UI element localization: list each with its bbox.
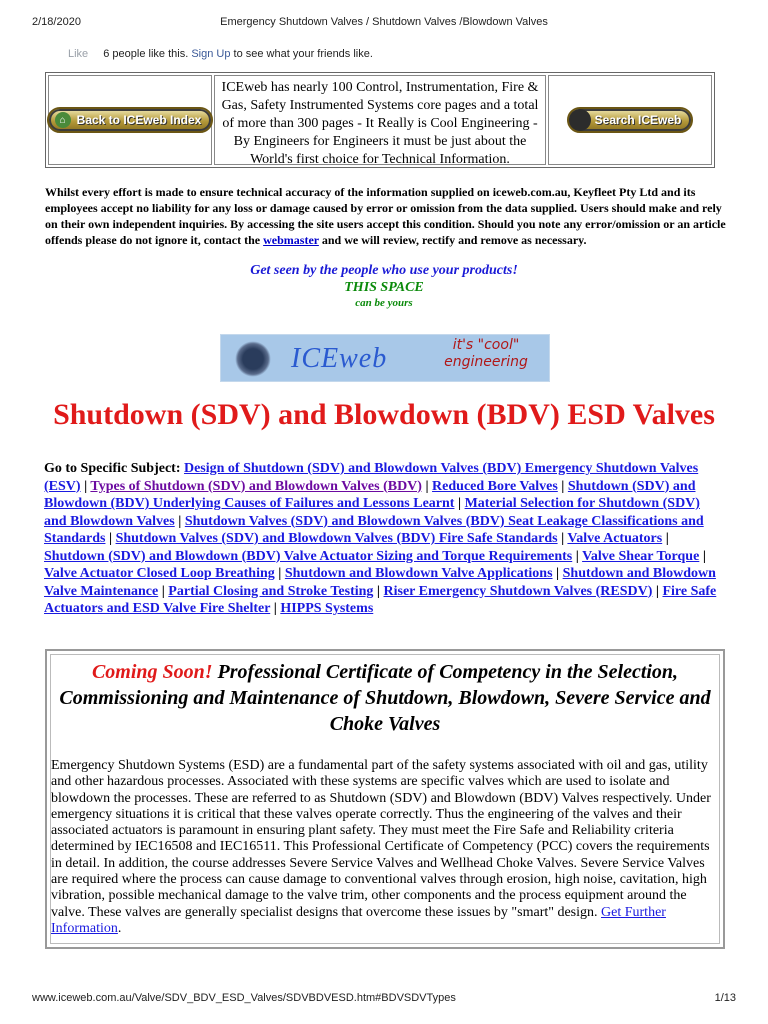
print-header [0,16,768,30]
advert-line-2: THIS SPACE [344,280,424,295]
search-button-tip-icon [569,109,591,131]
search-button-cell [548,75,712,165]
top-banner [45,72,715,168]
print-date: 2/18/2020 [32,16,81,28]
subject-link[interactable]: Shutdown and Blowdown Valve Maintenance [44,566,716,599]
disclaimer-text-before: Whilst every effort is made to ensure technical accuracy of the information supplied on iceweb.com.au, Keyfleet Pty Ltd and its employees accept no liability for any loss or damage caused by error or omission from the data supplied. Users should make and rely on their own independent inquiries. By accessing the site users accept this condition. Should you note any error/omission or an article offends please do not ignore it, contact the [45,185,726,247]
subject-link[interactable]: Partial Closing and Stroke Testing [168,583,374,599]
like-signup-suffix: to see what your friends like. [233,48,373,60]
subject-link[interactable]: Valve Actuators [567,531,663,546]
search-iceweb-button[interactable] [567,107,694,133]
subject-link[interactable]: HIPPS Systems [280,601,374,616]
subject-separator: | [158,583,169,599]
back-to-index-button[interactable] [47,107,214,133]
course-promo-inner [50,654,720,944]
iceweb-logo [220,334,550,382]
subject-separator: | [421,478,433,494]
subject-link[interactable]: Shutdown (SDV) and Blowdown (BDV) Valve Actuator Sizing and Torque Requirements [44,548,573,564]
advert-block[interactable] [0,262,768,310]
subject-link[interactable]: Riser Emergency Shutdown Valves (RESDV) [383,583,653,599]
subject-separator: | [454,496,465,511]
promo-body-end: . [117,920,122,936]
gears-icon [235,341,271,377]
advert-line-1: Get seen by the people who use your products! [250,263,518,278]
subject-link[interactable]: Shutdown and Blowdown Valve Applications [284,566,553,581]
subject-separator: | [699,548,706,564]
subject-lead: Go to Specific Subject: [44,461,181,476]
promo-body [51,758,715,937]
print-page-number: 1/13 [714,992,736,1004]
print-url: www.iceweb.com.au/Valve/SDV_BDV_ESD_Valves/SDVBDVESD.htm#BDVSDVTypes [32,992,456,1004]
promo-title [57,659,713,737]
disclaimer-text-after: and we will review, rectify and remove as necessary. [321,233,587,247]
search-iceweb-label: Search ICEweb [594,113,682,127]
course-promo-box [45,649,725,949]
webmaster-link[interactable]: webmaster [263,233,319,247]
subject-separator: | [572,548,583,564]
subject-link[interactable]: Shutdown (SDV) and Blowdown (BDV) Underlying Causes of Failures and Lessons Learnt [44,478,696,511]
subject-separator: | [274,566,285,581]
subject-link[interactable]: Valve Actuator Closed Loop Breathing [44,566,275,581]
logo-tagline-line-1: it's "cool" [452,337,520,353]
print-title: Emergency Shutdown Valves / Shutdown Valves /Blowdown Valves [220,16,548,28]
subject-link[interactable]: Design of Shutdown (SDV) and Blowdown Valves (BDV) Emergency Shutdown Valves (ESV) [44,461,699,494]
signup-link[interactable]: Sign Up [191,48,231,60]
subject-link[interactable]: Material Selection for Shutdown (SDV) and Blowdown Valves [44,496,700,529]
back-to-index-label: Back to ICEweb Index [76,113,202,127]
facebook-like-widget [68,48,373,60]
promo-title-text: Professional Certificate of Competency in the Selection, Commissioning and Maintenance of Shutdown, Blowdown, Severe Service and Choke Valves [59,661,711,735]
like-count-text: 6 people like this. [103,48,189,60]
advert-line-3: can be yours [355,297,413,309]
subject-navigation [44,460,724,618]
banner-description: ICEweb has nearly 100 Control, Instrumentation, Fire & Gas, Safety Instrumented Systems core pages and a total of more than 300 pages - It Really is Cool Engineering - By Engineers for Engineers it must be just about the World's first choice for Technical Information. [214,75,546,165]
logo-tagline [431,337,541,371]
home-icon: ⌂ [55,112,71,128]
further-info-link[interactable]: Get Further Information [51,904,666,936]
subject-separator: | [174,513,185,529]
logo-brand: ICEweb [291,343,388,374]
subject-separator: | [80,478,91,494]
disclaimer [45,184,728,248]
subject-separator: | [270,601,281,616]
subject-separator: | [105,531,116,546]
subject-separator: | [652,583,663,599]
page-title: Shutdown (SDV) and Blowdown (BDV) ESD Valves [53,398,715,431]
subject-link[interactable]: Reduced Bore Valves [432,478,558,494]
coming-soon-label: Coming Soon! [91,661,213,683]
subject-separator: | [552,566,563,581]
subject-separator: | [557,531,568,546]
subject-link[interactable]: Fire Safe Actuators and ESD Valve Fire Shelter [44,583,717,616]
subject-link[interactable]: Types of Shutdown (SDV) and Blowdown Valves (BDV) [90,478,422,494]
logo-tagline-line-2: engineering [444,354,528,370]
promo-body-text: Emergency Shutdown Systems (ESD) are a fundamental part of the safety systems associated with oil and gas, utility and other hazardous processes. Associated with these systems are specific valves which are used to isolate and blowdown the processes. These are referred to as Shutdown (SDV) and Blowdown (BDV) Valves respectively. Under emergency situations it is critical that these valves operate correctly. Thus the engineering of the valves and their associated actuators is paramount in ensuring plant safety. They must meet the Fire Safe and Reliability criteria determined by IEC16508 and IEC16511. This Professional Certificate of Competency (PCC) covers the requirements in detail. In addition, the course addresses Severe Service Valves and Wellhead Choke Valves. Severe Service Valves are required where the process can cause damage to conventional valves through erosion, high noise, cavitation, high vibration, possible mechanical damage to the valve trim, other components and the process equipment around the valve. These valves are generally specialist designs that overcome these issues by "smart" design. [51,758,711,920]
subject-separator: | [557,478,568,494]
subject-separator: | [373,583,384,599]
like-button[interactable]: Like [68,48,89,60]
subject-link[interactable]: Valve Shear Torque [582,548,700,564]
subject-link[interactable]: Shutdown Valves (SDV) and Blowdown Valves (BDV) Fire Safe Standards [115,531,558,546]
subject-separator: | [662,531,669,546]
back-button-cell [48,75,212,165]
subject-link[interactable]: Shutdown Valves (SDV) and Blowdown Valves (BDV) Seat Leakage Classifications and Standards [44,513,704,546]
